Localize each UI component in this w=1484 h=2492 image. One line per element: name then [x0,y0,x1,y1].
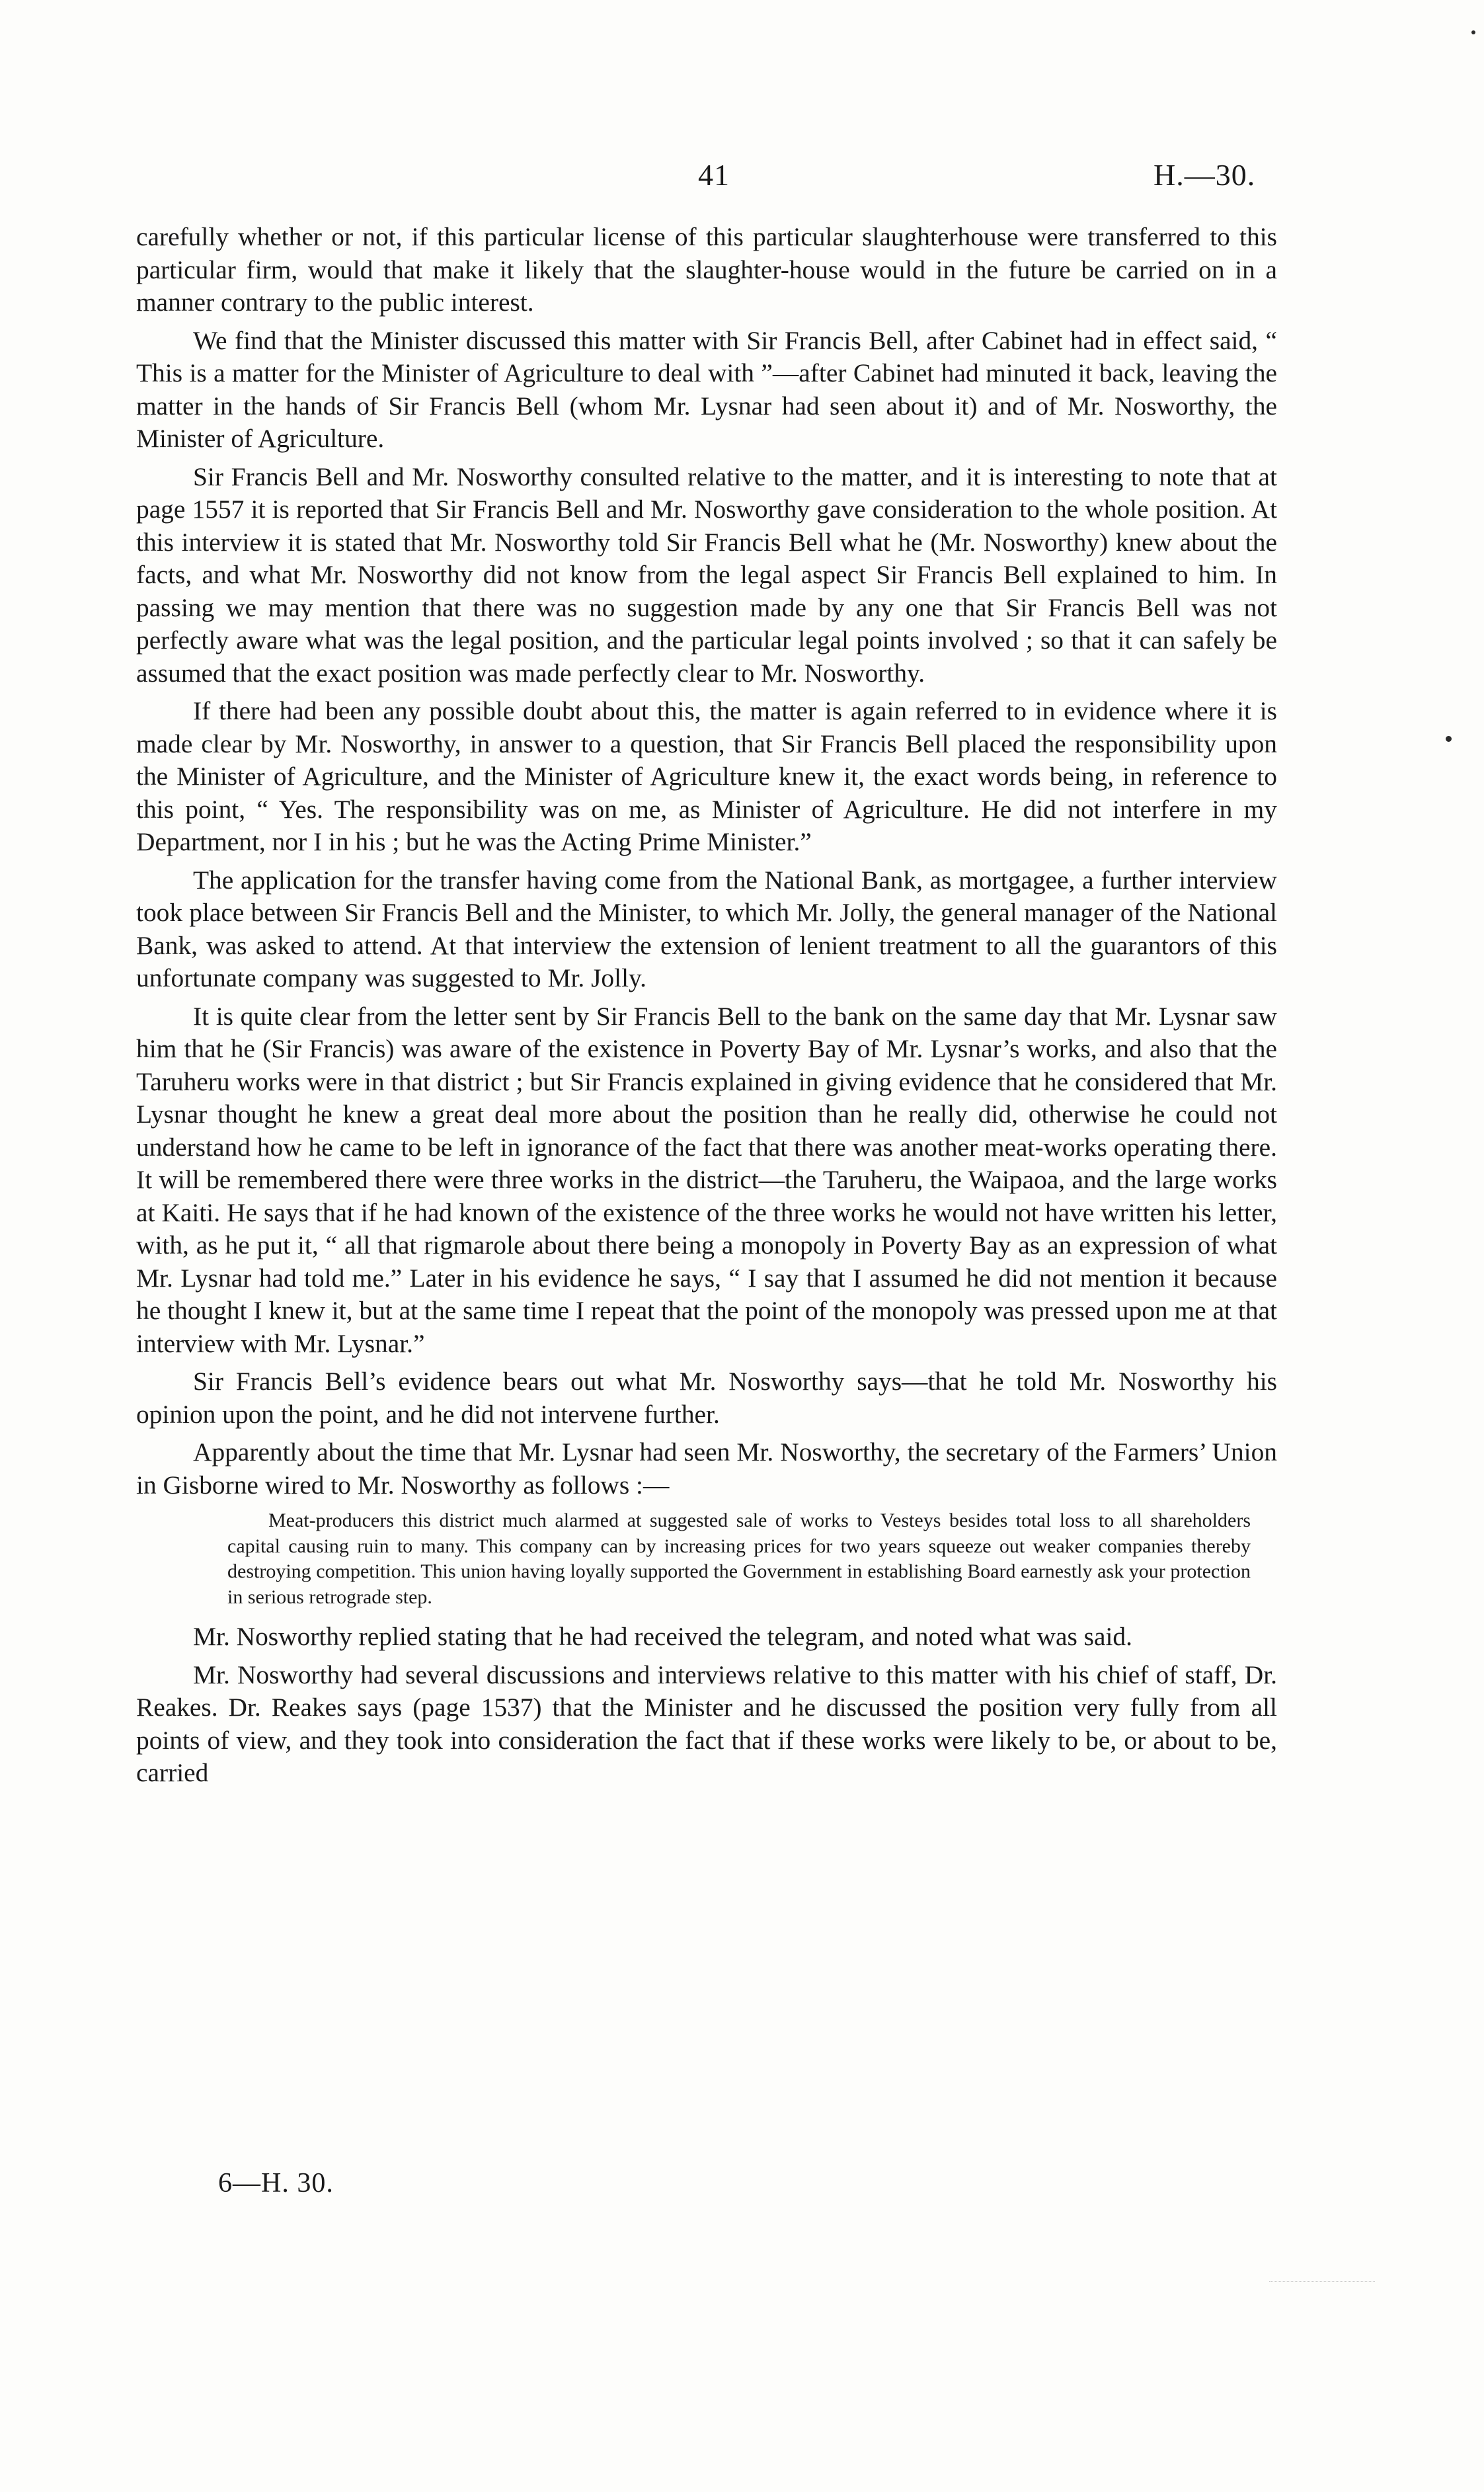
paragraph: carefully whether or not, if this particular license of this particular slaughterhouse were transferred to this particular firm, would that make it likely that the slaughter-house would in the future be carried on in a manner contrary to the public interest. [136,222,1277,317]
scan-artifact [1269,2281,1375,2295]
paragraph: Apparently about the time that Mr. Lysnar had seen Mr. Nosworthy, the secretary of the Farmers’ Union in Gisborne wired to Mr. Nosworthy as follows :— [136,1437,1277,1500]
page-number: 41 [698,158,730,192]
paragraph: We find that the Minister discussed this matter with Sir Francis Bell, after Cabinet had in effect said, “ This is a matter for the Minister of Agriculture to deal with ”—after Cabinet had minuted it back, leaving the matter in the hands of Sir Francis Bell (whom Mr. Lysnar had seen about it) and of Mr. Nosworthy, the Minister of Agriculture. [136,325,1277,453]
telegram-quote: Meat-producers this district much alarmed at suggested sale of works to Vesteys besides total loss to all shareholders capital causing ruin to many. This company can by increasing prices for two years squeeze out weaker companies thereby destroying competition. This union having loyally supported the Government in establishing Board earnestly ask your protection in serious retrograde step. [227,1509,1251,1608]
page-header [0,151,1484,197]
document-code: H.—30. [1153,158,1256,192]
paragraph: Sir Francis Bell’s evidence bears out what Mr. Nosworthy says—that he told Mr. Nosworthy his opinion upon the point, and he did not intervene further. [136,1367,1277,1429]
paragraph: Mr. Nosworthy replied stating that he had received the telegram, and noted what was said. [193,1622,1132,1651]
signature-code: 6—H. 30. [218,2168,334,2198]
paragraph: Sir Francis Bell and Mr. Nosworthy consulted relative to the matter, and it is interesting to note that at page 1557 it is reported that Sir Francis Bell and Mr. Nosworthy gave consideration to the whole position. At this interview it is stated that Mr. Nosworthy told Sir Francis Bell what he (Mr. Nosworthy) knew about the facts, and what Mr. Nosworthy did not know from the legal aspect Sir Francis Bell explained to him. In passing we may mention that there was no suggestion made by any one that Sir Francis Bell was not perfectly aware what was the legal position, and the particular legal points involved ; so that it can safely be assumed that the exact position was made perfectly clear to Mr. Nosworthy. [136,462,1277,688]
scan-speck [1446,736,1452,742]
paragraph: Mr. Nosworthy had several discussions and interviews relative to this matter with his chief of staff, Dr. Reakes. Dr. Reakes says (page 1537) that the Minister and he discussed the position very fully from all points of view, and they took into consideration the fact that if these works were likely to be, or about to be, carried [136,1660,1277,1787]
paragraph: The application for the transfer having come from the National Bank, as mortgagee, a further interview took place between Sir Francis Bell and the Minister, to which Mr. Jolly, the general manager of the National Bank, was asked to attend. At that interview the extension of lenient treatment to all the guarantors of this unfortunate company was suggested to Mr. Jolly. [136,865,1277,992]
paragraph: It is quite clear from the letter sent by Sir Francis Bell to the bank on the same day that Mr. Lysnar saw him that he (Sir Francis) was aware of the existence in Poverty Bay of Mr. Lysnar’s works, and also that the Taruheru works were in that district ; but Sir Francis explained in giving evidence that he considered that Mr. Lysnar thought he knew a great deal more about the position than he really did, otherwise he could not understand how he came to be left in ignorance of the fact that there was another meat-works operating there. It will be remembered there were three works in the district—the Taruheru, the Waipaoa, and the large works at Kaiti. He says that if he had known of the existence of the three works he would not have written his letter, with, as he put it, “ all that rigmarole about there being a monopoly in Poverty Bay as an expression of what Mr. Lysnar had told me.” Later in his evidence he says, “ I say that I assumed he did not mention it because he thought I knew it, but at the same time I repeat that the point of the monopoly was pressed upon me at that interview with Mr. Lysnar.” [136,1001,1277,1358]
paragraph: If there had been any possible doubt about this, the matter is again referred to in evidence where it is made clear by Mr. Nosworthy, in answer to a question, that Sir Francis Bell placed the responsibility upon the Minister of Agriculture, and the Minister of Agriculture knew it, the exact words being, in reference to this point, “ Yes. The responsibility was on me, as Minister of Agriculture. He did not interfere in my Department, nor I in his ; but he was the Acting Prime Minister.” [136,696,1277,856]
body-text [136,221,1277,1790]
scan-speck [1471,30,1475,34]
